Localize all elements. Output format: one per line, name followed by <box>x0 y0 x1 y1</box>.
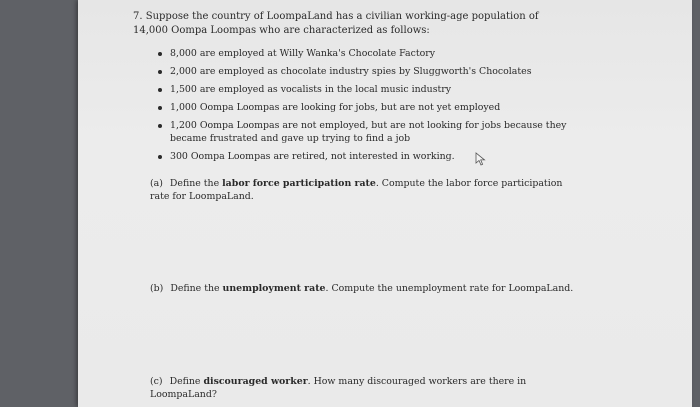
list-item: 300 Oompa Loompas are retired, not interested in working. <box>170 150 600 163</box>
question-number: 7. <box>133 11 143 22</box>
part-b-post: . Compute the unemployment rate for LoompaLand. <box>325 283 574 294</box>
list-item: 2,000 are employed as chocolate industry spies by Sluggworth's Chocolates <box>170 65 600 78</box>
part-c <box>150 375 590 401</box>
list-item: 8,000 are employed at Willy Wanka's Chocolate Factory <box>170 47 600 60</box>
question-intro <box>133 10 573 38</box>
part-a-pre: Define the <box>169 178 220 189</box>
part-a-post: . Compute the labor force participation rate for LoompaLand. <box>150 178 563 202</box>
question-intro-text: Suppose the country of LoompaLand has a civilian working-age population of 14,000 Oompa Loompas who are characterized as follows: <box>133 11 539 36</box>
part-a-label: (a) <box>150 178 163 189</box>
population-breakdown-list <box>170 47 600 168</box>
part-c-pre: Define <box>169 376 201 387</box>
part-b-label: (b) <box>150 283 164 294</box>
part-c-post: . How many discouraged workers are there in LoompaLand? <box>150 376 527 400</box>
part-b <box>150 282 590 295</box>
list-item: 1,500 are employed as vocalists in the local music industry <box>170 83 600 96</box>
document-page <box>78 0 692 407</box>
mouse-cursor-icon <box>475 152 487 166</box>
part-b-pre: Define the <box>170 283 220 294</box>
part-c-label: (c) <box>150 376 163 387</box>
list-item: 1,200 Oompa Loompas are not employed, but are not looking for jobs because they became frustrated and gave up trying to find a job <box>170 119 600 145</box>
part-a <box>150 177 575 203</box>
part-c-term: discouraged worker <box>203 376 308 387</box>
part-a-term: labor force participation rate <box>222 178 376 189</box>
part-b-term: unemployment rate <box>222 283 326 294</box>
list-item: 1,000 Oompa Loompas are looking for jobs, but are not yet employed <box>170 101 600 114</box>
